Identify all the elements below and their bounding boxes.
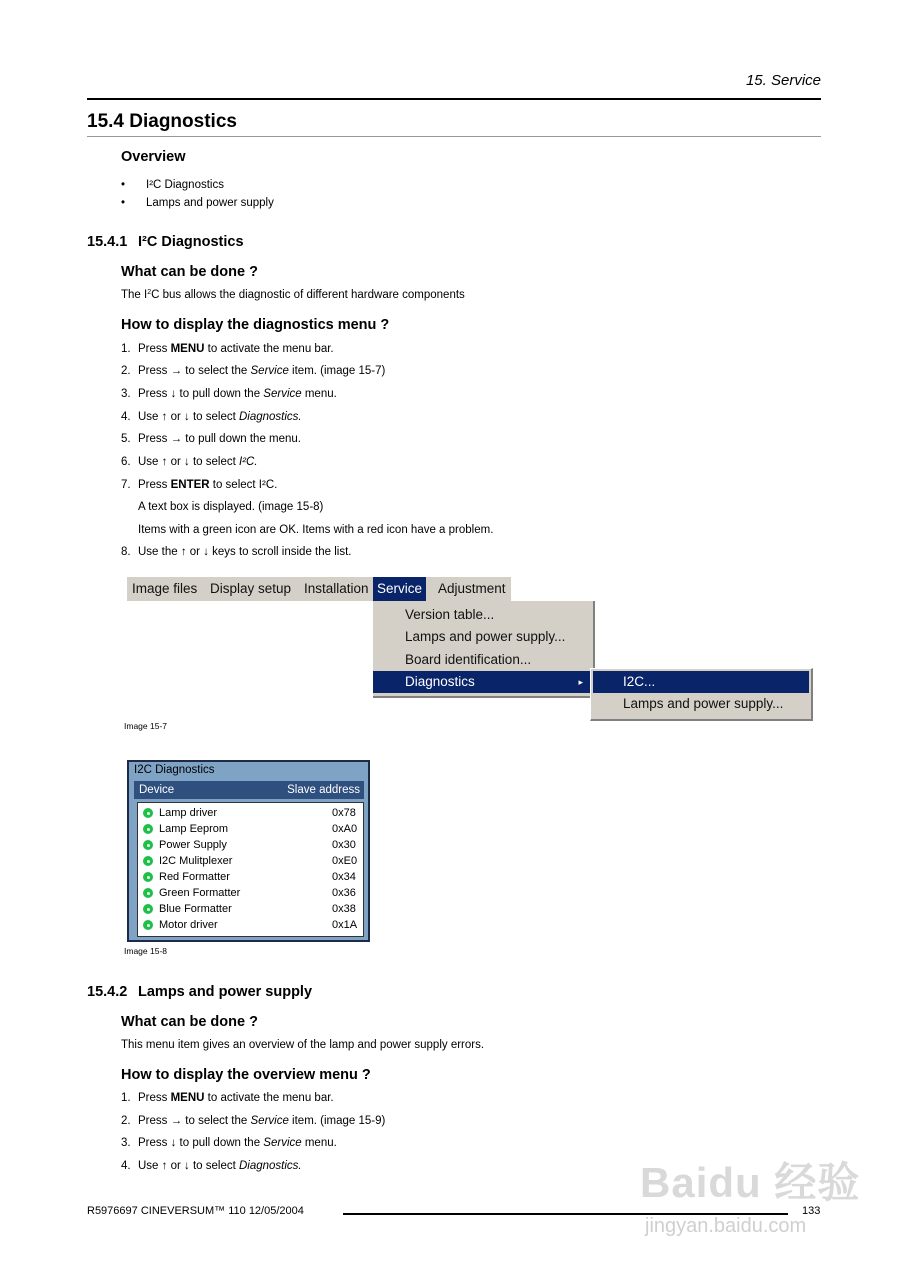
header-rule [87,98,821,100]
what-heading: What can be done ? [121,1014,258,1030]
menu-lamps-power[interactable]: Lamps and power supply... [405,629,566,644]
table-row[interactable] [142,885,360,901]
slave-address: 0x38 [332,903,356,915]
slave-address: 0x1A [332,919,358,931]
diagnostics-submenu [590,668,813,721]
watermark-logo: Baidu 经验 [640,1159,861,1206]
slave-address: 0x34 [332,871,356,883]
how-heading: How to display the overview menu ? [121,1067,371,1083]
step-item: 4. Use ↑ or ↓ to select Diagnostics. [121,411,302,423]
device-name: Lamp driver [159,807,218,819]
watermark-url: jingyan.baidu.com [645,1215,807,1237]
section-title: 15.4 Diagnostics [87,111,237,132]
image-caption: Image 15-8 [124,946,167,956]
slave-address: 0xA0 [332,823,358,835]
device-name: I2C Mulitplexer [159,855,233,867]
menu-service[interactable]: Service [373,577,426,601]
list-header [134,781,364,799]
status-ok-icon [143,840,153,850]
step-item: 6. Use ↑ or ↓ to select I²C. [121,456,258,468]
i2c-diagnostics-window [127,760,370,942]
overview-item: • I²C Diagnostics [121,179,224,191]
step-item: 1. Press MENU to activate the menu bar. [121,1092,334,1104]
slave-address: 0x36 [332,887,356,899]
step-item: 2. Press → to select the Service item. (image 15-9) [121,1115,386,1127]
slave-address: 0x30 [332,839,356,851]
slave-address: 0xE0 [332,855,358,867]
step-continuation: A text box is displayed. (image 15-8) [138,501,324,513]
table-row[interactable] [142,853,360,869]
what-text: This menu item gives an overview of the lamp and power supply errors. [121,1039,485,1051]
menu-board-identification[interactable]: Board identification... [405,652,532,667]
status-ok-icon [143,824,153,834]
step-item: 3. Press ↓ to pull down the Service menu. [121,388,337,400]
how-heading: How to display the diagnostics menu ? [121,317,390,333]
title-rule [87,136,821,137]
step-item: 1. Press MENU to activate the menu bar. [121,343,334,355]
menu-installation[interactable]: Installation [304,581,369,596]
column-slave-address: Slave address [287,784,360,796]
status-ok-icon [143,808,153,818]
image-caption: Image 15-7 [124,721,167,731]
overview-heading: Overview [121,149,186,165]
submenu-arrow-icon: ▸ [578,677,583,687]
window-title: I2C Diagnostics [134,764,215,776]
menu-image-files[interactable]: Image files [132,581,198,596]
step-item: 7. Press ENTER to select I²C. [121,479,278,491]
table-row[interactable] [142,805,360,821]
device-name: Green Formatter [159,887,241,899]
menu-version-table[interactable]: Version table... [405,607,495,622]
menu-display-setup[interactable]: Display setup [210,581,292,596]
step-continuation: Items with a green icon are OK. Items with a red icon have a problem. [138,524,494,536]
footer-doc: R5976697 CINEVERSUM™ 110 12/05/2004 [87,1205,304,1217]
subsection-title: 15.4.1 I²C Diagnostics [87,234,244,250]
step-item: 8. Use the ↑ or ↓ keys to scroll inside the list. [121,546,352,558]
menu-adjustment[interactable]: Adjustment [438,581,506,596]
subsection-title: 15.4.2 Lamps and power supply [87,984,313,1000]
menu-i2c[interactable]: I2C... [593,671,809,693]
device-name: Red Formatter [159,871,230,883]
device-list[interactable] [137,802,364,937]
step-item: 2. Press → to select the Service item. (image 15-7) [121,365,386,377]
status-ok-icon [143,888,153,898]
overview-item: • Lamps and power supply [121,197,274,209]
page-number: 133 [802,1205,821,1217]
table-row[interactable] [142,901,360,917]
device-name: Blue Formatter [159,903,232,915]
table-row[interactable] [142,917,360,933]
step-item: 3. Press ↓ to pull down the Service menu. [121,1137,337,1149]
status-ok-icon [143,920,153,930]
device-name: Motor driver [159,919,218,931]
device-name: Lamp Eeprom [159,823,229,835]
step-item: 5. Press → to pull down the menu. [121,433,301,445]
column-device: Device [139,784,175,796]
menu-bar [127,577,511,601]
slave-address: 0x78 [332,807,356,819]
device-name: Power Supply [159,839,227,851]
menu-lamps-power-sub[interactable]: Lamps and power supply... [623,696,784,711]
what-text: The $I^2C$ bus allows the diagnostic of different hardware components [121,289,465,301]
menu-diagnostics[interactable]: Diagnostics ▸ [373,671,591,693]
table-row[interactable] [142,869,360,885]
service-dropdown [373,601,595,698]
status-ok-icon [143,856,153,866]
what-heading: What can be done ? [121,264,258,280]
status-ok-icon [143,904,153,914]
table-row[interactable] [142,837,360,853]
table-row[interactable] [142,821,360,837]
step-item: 4. Use ↑ or ↓ to select Diagnostics. [121,1160,302,1172]
status-ok-icon [143,872,153,882]
chapter-header: 15. Service [745,72,821,89]
